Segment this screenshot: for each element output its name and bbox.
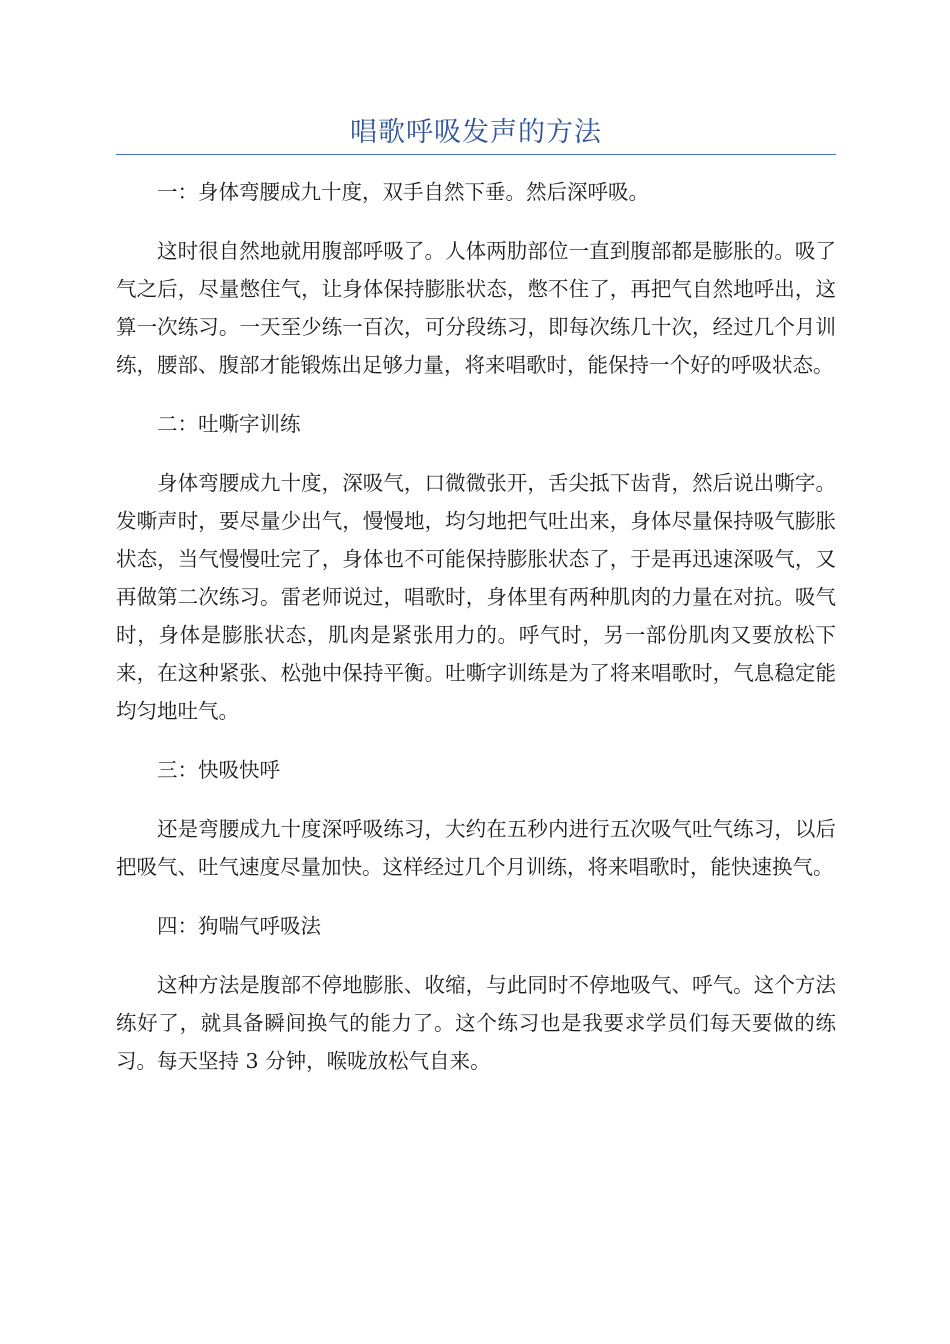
section-paragraph-2: 身体弯腰成九十度，深吸气，口微微张开，舌尖抵下齿背，然后说出嘶字。发嘶声时，要尽量少出气，慢慢地，均匀地把气吐出来，身体尽量保持吸气膨胀状态，当气慢慢吐完了，身体也不可能保持膨胀状态了，于是再迅速深吸气，又再做第二次练习。雷老师说过，唱歌时，身体里有两种肌肉的力量在对抗。吸气时，身体是膨胀状态，肌肉是紧张用力的。呼气时，另一部份肌肉又要放松下来，在这种紧张、松弛中保持平衡。吐嘶字训练是为了将来唱歌时，气息稳定能均匀地吐气。	[116, 471, 836, 723]
section-paragraph-4: 这种方法是腹部不停地膨胀、收缩，与此同时不停地吸气、呼气。这个方法练好了，就具备瞬间换气的能力了。这个练习也是我要求学员们每天要做的练习。每天坚持 3 分钟，喉咙放松气自来。	[116, 973, 836, 1073]
section-heading-4: 四：狗喘气呼吸法	[157, 914, 321, 938]
section-heading-2: 二：吐嘶字训练	[157, 412, 301, 436]
title-underline	[116, 154, 836, 155]
section-paragraph-3: 还是弯腰成九十度深呼吸练习，大约在五秒内进行五次吸气吐气练习，以后把吸气、吐气速度尽量加快。这样经过几个月训练，将来唱歌时，能快速换气。	[116, 817, 836, 879]
document-body	[116, 173, 836, 1101]
section-paragraph-1: 这时很自然地就用腹部呼吸了。人体两肋部位一直到腹部都是膨胀的。吸了气之后，尽量憋住气，让身体保持膨胀状态，憋不住了，再把气自然地呼出，这算一次练习。一天至少练一百次，可分段练习，即每次练几十次，经过几个月训练，腰部、腹部才能锻炼出足够力量，将来唱歌时，能保持一个好的呼吸状态。	[116, 239, 836, 377]
document-title: 唱歌呼吸发声的方法	[350, 117, 602, 148]
section-heading-3: 三：快吸快呼	[157, 758, 280, 782]
section-heading-1: 一：身体弯腰成九十度，双手自然下垂。然后深呼吸。	[157, 180, 649, 204]
